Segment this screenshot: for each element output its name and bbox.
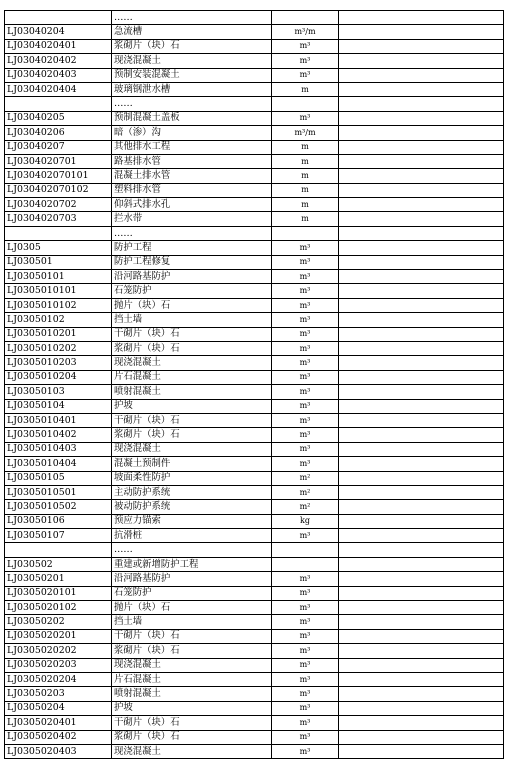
item-name-cell: 干砌片（块）石	[112, 629, 272, 643]
unit-cell: m³	[272, 327, 339, 341]
item-name-cell: 喷射混凝土	[112, 385, 272, 399]
item-name-cell: 浆砌片（块）石	[112, 341, 272, 355]
item-name-cell: 浆砌片（块）石	[112, 39, 272, 53]
item-name-cell: 挡土墙	[112, 313, 272, 327]
table-row	[5, 701, 504, 715]
item-code-table	[4, 10, 504, 759]
table-row	[5, 413, 504, 427]
item-code-cell: LJ03050101	[5, 270, 112, 284]
remarks-cell	[339, 341, 504, 355]
table-row	[5, 586, 504, 600]
unit-cell: m³	[272, 298, 339, 312]
item-name-cell: 坡面柔性防护	[112, 471, 272, 485]
table-row	[5, 82, 504, 96]
table-row	[5, 140, 504, 154]
unit-cell: m³	[272, 385, 339, 399]
item-code-cell: LJ03040206	[5, 126, 112, 140]
remarks-cell	[339, 97, 504, 111]
unit-cell: m³	[272, 356, 339, 370]
table-row	[5, 68, 504, 82]
table-row	[5, 327, 504, 341]
item-name-cell: 混凝土预制件	[112, 457, 272, 471]
item-name-cell: 被动防护系统	[112, 500, 272, 514]
remarks-cell	[339, 140, 504, 154]
item-code-cell: LJ0305010201	[5, 327, 112, 341]
unit-cell: m³	[272, 442, 339, 456]
unit-cell: m³	[272, 672, 339, 686]
remarks-cell	[339, 399, 504, 413]
remarks-cell	[339, 226, 504, 240]
item-name-cell: 石笼防护	[112, 284, 272, 298]
item-code-cell: LJ03050203	[5, 687, 112, 701]
item-name-cell: 片石混凝土	[112, 370, 272, 384]
unit-cell: m³	[272, 658, 339, 672]
item-name-cell: 混凝土排水管	[112, 169, 272, 183]
table-row	[5, 485, 504, 499]
item-code-cell	[5, 543, 112, 557]
item-name-cell: 沿河路基防护	[112, 270, 272, 284]
unit-cell: m³	[272, 701, 339, 715]
unit-cell: m³	[272, 529, 339, 543]
remarks-cell	[339, 557, 504, 571]
item-name-cell: 现浇混凝土	[112, 658, 272, 672]
unit-cell: m³	[272, 68, 339, 82]
remarks-cell	[339, 442, 504, 456]
remarks-cell	[339, 485, 504, 499]
item-name-cell: 石笼防护	[112, 586, 272, 600]
unit-cell: m³	[272, 341, 339, 355]
remarks-cell	[339, 672, 504, 686]
item-name-cell: 重建或新增防护工程	[112, 557, 272, 571]
item-code-cell: LJ030402070102	[5, 183, 112, 197]
unit-cell: m³	[272, 716, 339, 730]
remarks-cell	[339, 730, 504, 744]
remarks-cell	[339, 428, 504, 442]
item-code-cell: LJ0305020201	[5, 629, 112, 643]
unit-cell: m	[272, 198, 339, 212]
unit-cell: m²	[272, 485, 339, 499]
remarks-cell	[339, 270, 504, 284]
remarks-cell	[339, 471, 504, 485]
unit-cell: m	[272, 82, 339, 96]
remarks-cell	[339, 543, 504, 557]
item-code-cell: LJ03050204	[5, 701, 112, 715]
item-name-cell: 护坡	[112, 399, 272, 413]
item-name-cell: 其他排水工程	[112, 140, 272, 154]
unit-cell: m³	[272, 572, 339, 586]
remarks-cell	[339, 701, 504, 715]
unit-cell	[272, 97, 339, 111]
item-code-cell: LJ0305010502	[5, 500, 112, 514]
item-name-cell: ……	[112, 11, 272, 25]
item-name-cell: 现浇混凝土	[112, 54, 272, 68]
table-row	[5, 514, 504, 528]
remarks-cell	[339, 298, 504, 312]
unit-cell	[272, 543, 339, 557]
remarks-cell	[339, 687, 504, 701]
item-name-cell: 预制混凝土盖板	[112, 111, 272, 125]
item-name-cell: 现浇混凝土	[112, 744, 272, 758]
item-code-cell: LJ0305010404	[5, 457, 112, 471]
item-name-cell: 喷射混凝土	[112, 687, 272, 701]
item-name-cell: 预制安装混凝土	[112, 68, 272, 82]
table-row	[5, 226, 504, 240]
table-row	[5, 557, 504, 571]
item-code-cell: LJ0305020203	[5, 658, 112, 672]
item-name-cell: 急流槽	[112, 25, 272, 39]
remarks-cell	[339, 126, 504, 140]
table-row	[5, 154, 504, 168]
table-row	[5, 284, 504, 298]
item-name-cell: 路基排水管	[112, 154, 272, 168]
table-row	[5, 601, 504, 615]
table-row	[5, 471, 504, 485]
item-code-cell: LJ03050105	[5, 471, 112, 485]
unit-cell	[272, 557, 339, 571]
table-row	[5, 255, 504, 269]
remarks-cell	[339, 413, 504, 427]
table-row	[5, 385, 504, 399]
item-name-cell: 仰斜式排水孔	[112, 198, 272, 212]
remarks-cell	[339, 744, 504, 758]
remarks-cell	[339, 212, 504, 226]
item-name-cell: 干砌片（块）石	[112, 413, 272, 427]
table-row	[5, 270, 504, 284]
unit-cell: m³	[272, 601, 339, 615]
item-code-cell: LJ03040204	[5, 25, 112, 39]
unit-cell: m	[272, 183, 339, 197]
table-row	[5, 572, 504, 586]
item-code-cell: LJ03040207	[5, 140, 112, 154]
item-name-cell: 防护工程	[112, 241, 272, 255]
table-row	[5, 428, 504, 442]
table-row	[5, 169, 504, 183]
unit-cell: m³	[272, 313, 339, 327]
item-code-cell	[5, 97, 112, 111]
table-row	[5, 744, 504, 758]
item-code-cell: LJ0305020204	[5, 672, 112, 686]
table-row	[5, 629, 504, 643]
remarks-cell	[339, 313, 504, 327]
table-row	[5, 212, 504, 226]
remarks-cell	[339, 385, 504, 399]
item-code-cell: LJ0305020401	[5, 716, 112, 730]
item-code-cell: LJ0305010204	[5, 370, 112, 384]
table-row	[5, 672, 504, 686]
item-name-cell: ……	[112, 226, 272, 240]
item-code-cell: LJ0305	[5, 241, 112, 255]
item-code-cell: LJ030402070101	[5, 169, 112, 183]
unit-cell: m³/m	[272, 25, 339, 39]
unit-cell	[272, 11, 339, 25]
remarks-cell	[339, 629, 504, 643]
item-code-cell	[5, 11, 112, 25]
remarks-cell	[339, 572, 504, 586]
item-code-cell: LJ0305010401	[5, 413, 112, 427]
remarks-cell	[339, 327, 504, 341]
unit-cell: m³	[272, 241, 339, 255]
item-name-cell: ……	[112, 543, 272, 557]
item-name-cell: 现浇混凝土	[112, 356, 272, 370]
table-row	[5, 529, 504, 543]
remarks-cell	[339, 25, 504, 39]
table-row	[5, 356, 504, 370]
item-code-cell: LJ0304020703	[5, 212, 112, 226]
remarks-cell	[339, 183, 504, 197]
item-code-cell: LJ030502	[5, 557, 112, 571]
remarks-cell	[339, 615, 504, 629]
item-name-cell: 玻璃钢泄水槽	[112, 82, 272, 96]
item-name-cell: 防护工程修复	[112, 255, 272, 269]
unit-cell: m	[272, 212, 339, 226]
remarks-cell	[339, 54, 504, 68]
item-code-cell: LJ0304020402	[5, 54, 112, 68]
item-code-cell: LJ03050201	[5, 572, 112, 586]
unit-cell: m	[272, 140, 339, 154]
item-name-cell: 拦水带	[112, 212, 272, 226]
item-code-cell: LJ0305010102	[5, 298, 112, 312]
item-name-cell: 抗滑桩	[112, 529, 272, 543]
table-row	[5, 54, 504, 68]
table-row	[5, 658, 504, 672]
table-row	[5, 341, 504, 355]
table-row	[5, 457, 504, 471]
item-name-cell: 挡土墙	[112, 615, 272, 629]
item-name-cell: 干砌片（块）石	[112, 327, 272, 341]
item-code-cell	[5, 226, 112, 240]
item-code-cell: LJ03050102	[5, 313, 112, 327]
remarks-cell	[339, 82, 504, 96]
table-row	[5, 313, 504, 327]
table-row	[5, 644, 504, 658]
table-row	[5, 442, 504, 456]
item-code-cell: LJ03050104	[5, 399, 112, 413]
item-name-cell: ……	[112, 97, 272, 111]
table-row	[5, 39, 504, 53]
unit-cell	[272, 226, 339, 240]
remarks-cell	[339, 500, 504, 514]
table-row	[5, 11, 504, 25]
unit-cell: m³	[272, 111, 339, 125]
item-name-cell: 预应力锚索	[112, 514, 272, 528]
table-row	[5, 126, 504, 140]
remarks-cell	[339, 586, 504, 600]
remarks-cell	[339, 514, 504, 528]
unit-cell: m	[272, 154, 339, 168]
unit-cell: m³	[272, 457, 339, 471]
table-row	[5, 25, 504, 39]
table-row	[5, 183, 504, 197]
item-name-cell: 抛片（块）石	[112, 298, 272, 312]
remarks-cell	[339, 154, 504, 168]
item-name-cell: 片石混凝土	[112, 672, 272, 686]
item-code-cell: LJ0305010501	[5, 485, 112, 499]
table-row	[5, 370, 504, 384]
table-row	[5, 716, 504, 730]
unit-cell: m³	[272, 629, 339, 643]
item-name-cell: 干砌片（块）石	[112, 716, 272, 730]
table-body	[5, 11, 504, 759]
remarks-cell	[339, 241, 504, 255]
remarks-cell	[339, 529, 504, 543]
remarks-cell	[339, 601, 504, 615]
table-row	[5, 687, 504, 701]
unit-cell: m³	[272, 270, 339, 284]
unit-cell: m³	[272, 730, 339, 744]
table-row	[5, 111, 504, 125]
remarks-cell	[339, 716, 504, 730]
unit-cell: m³	[272, 399, 339, 413]
unit-cell: m³	[272, 284, 339, 298]
item-name-cell: 抛片（块）石	[112, 601, 272, 615]
item-code-cell: LJ030501	[5, 255, 112, 269]
item-name-cell: 暗（渗）沟	[112, 126, 272, 140]
unit-cell: m	[272, 169, 339, 183]
unit-cell: m³	[272, 39, 339, 53]
item-code-cell: LJ0304020401	[5, 39, 112, 53]
unit-cell: m³	[272, 615, 339, 629]
remarks-cell	[339, 255, 504, 269]
table-row	[5, 97, 504, 111]
table-row	[5, 615, 504, 629]
item-code-cell: LJ0305020403	[5, 744, 112, 758]
item-name-cell: 浆砌片（块）石	[112, 644, 272, 658]
item-code-cell: LJ0304020403	[5, 68, 112, 82]
item-name-cell: 沿河路基防护	[112, 572, 272, 586]
remarks-cell	[339, 198, 504, 212]
unit-cell: m³	[272, 744, 339, 758]
item-name-cell: 主动防护系统	[112, 485, 272, 499]
remarks-cell	[339, 169, 504, 183]
item-code-cell: LJ03050103	[5, 385, 112, 399]
item-code-cell: LJ0304020701	[5, 154, 112, 168]
item-name-cell: 现浇混凝土	[112, 442, 272, 456]
item-code-cell: LJ0305020102	[5, 601, 112, 615]
remarks-cell	[339, 39, 504, 53]
unit-cell: m²	[272, 500, 339, 514]
table-row	[5, 500, 504, 514]
unit-cell: kg	[272, 514, 339, 528]
unit-cell: m³	[272, 644, 339, 658]
item-code-cell: LJ0305010203	[5, 356, 112, 370]
unit-cell: m³	[272, 687, 339, 701]
item-code-cell: LJ0305010101	[5, 284, 112, 298]
unit-cell: m³/m	[272, 126, 339, 140]
item-code-cell: LJ03050106	[5, 514, 112, 528]
item-code-cell: LJ0305020202	[5, 644, 112, 658]
remarks-cell	[339, 370, 504, 384]
item-code-cell: LJ03050202	[5, 615, 112, 629]
remarks-cell	[339, 356, 504, 370]
unit-cell: m³	[272, 370, 339, 384]
table-row	[5, 399, 504, 413]
item-code-cell: LJ0304020702	[5, 198, 112, 212]
item-code-cell: LJ0305010403	[5, 442, 112, 456]
item-name-cell: 浆砌片（块）石	[112, 730, 272, 744]
table-row	[5, 543, 504, 557]
item-code-cell: LJ0304020404	[5, 82, 112, 96]
item-code-cell: LJ0305020101	[5, 586, 112, 600]
table-row	[5, 730, 504, 744]
unit-cell: m³	[272, 586, 339, 600]
item-name-cell: 浆砌片（块）石	[112, 428, 272, 442]
remarks-cell	[339, 111, 504, 125]
unit-cell: m³	[272, 413, 339, 427]
unit-cell: m³	[272, 255, 339, 269]
remarks-cell	[339, 644, 504, 658]
remarks-cell	[339, 68, 504, 82]
unit-cell: m³	[272, 428, 339, 442]
item-code-cell: LJ0305020402	[5, 730, 112, 744]
remarks-cell	[339, 284, 504, 298]
remarks-cell	[339, 11, 504, 25]
item-name-cell: 护坡	[112, 701, 272, 715]
unit-cell: m²	[272, 471, 339, 485]
table-row	[5, 198, 504, 212]
remarks-cell	[339, 658, 504, 672]
remarks-cell	[339, 457, 504, 471]
table-row	[5, 298, 504, 312]
item-code-cell: LJ0305010202	[5, 341, 112, 355]
table-row	[5, 241, 504, 255]
item-code-cell: LJ0305010402	[5, 428, 112, 442]
unit-cell: m³	[272, 54, 339, 68]
item-name-cell: 塑料排水管	[112, 183, 272, 197]
item-code-cell: LJ03040205	[5, 111, 112, 125]
item-code-cell: LJ03050107	[5, 529, 112, 543]
